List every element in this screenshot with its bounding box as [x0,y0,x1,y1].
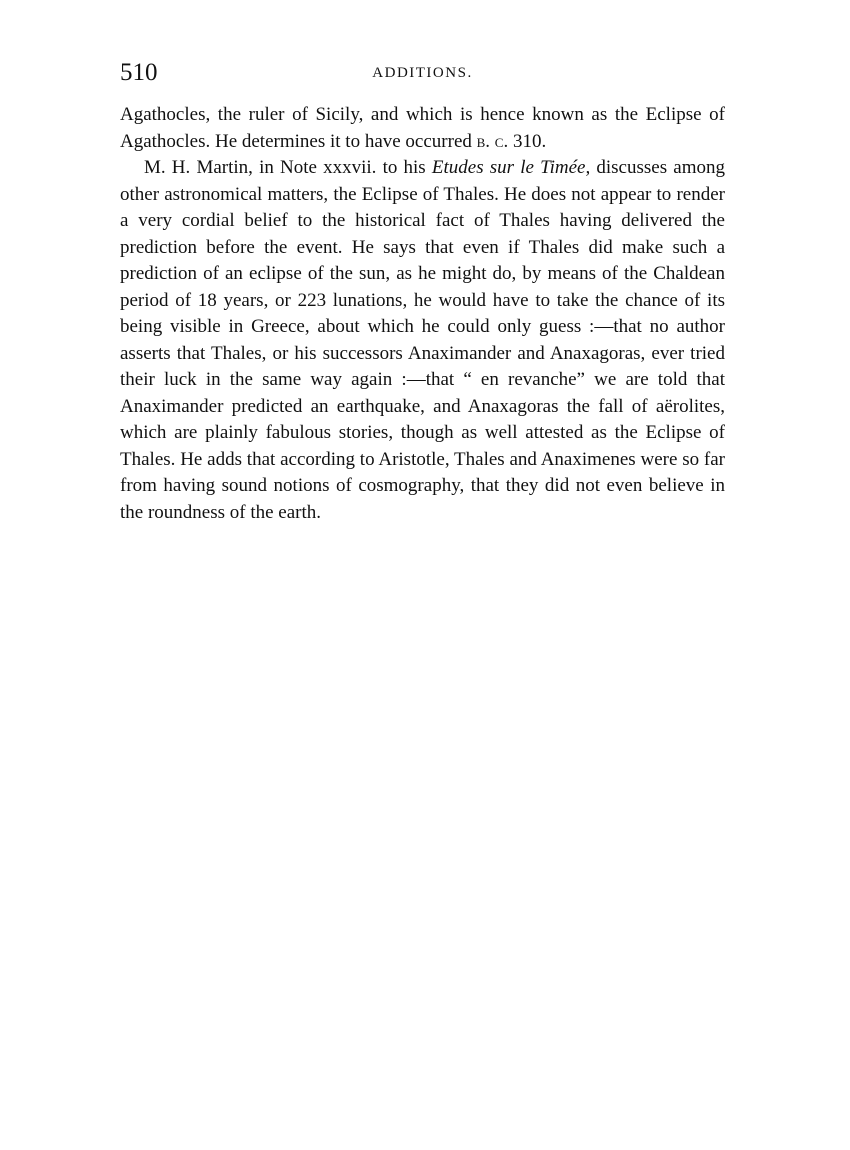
paragraph-martin-intro: M. H. Martin, in Note xxxvii. to his [144,157,432,178]
page-number: 510 [120,59,158,86]
body-text [120,102,725,526]
date-year: 310. [508,130,547,152]
date-era: b. c. [476,130,509,152]
paragraph-agathocles-text: Agathocles, the ruler of Sicily, and which is hence known as the Eclipse of Agathocles. He determines it to have occurred [120,104,725,152]
running-head [120,58,725,88]
paragraph-agathocles [120,102,725,155]
paragraph-martin [120,155,725,526]
work-title: Etudes sur le Timée, [431,157,591,178]
paragraph-martin-body: discusses among other astronomical matters, the Eclipse of Thales. He does not appear to render a very cordial belief to the historical fact of Thales having delivered the prediction before the event. He says that even if Thales did make such a prediction of an eclipse of the sun, as he might do, by means of the Chaldean period of 18 years, or 223 lunations, he would have to take the chance of its being visible in Greece, about which he could only guess :—that no author asserts that Thales, or his successors Anaximander and Anaxagoras, ever tried their luck in the same way again :—that “ en revanche” we are told that Anaximander predicted an earthquake, and Anaxagoras the fall of aërolites, which are plainly fabulous stories, though as well attested as the Eclipse of Thales. He adds that according to Aristotle, Thales and Anaximenes were so far from having sound notions of cosmography, that they did not even believe in the roundness of the earth. [120,157,725,523]
running-title: ADDITIONS. [372,65,473,81]
